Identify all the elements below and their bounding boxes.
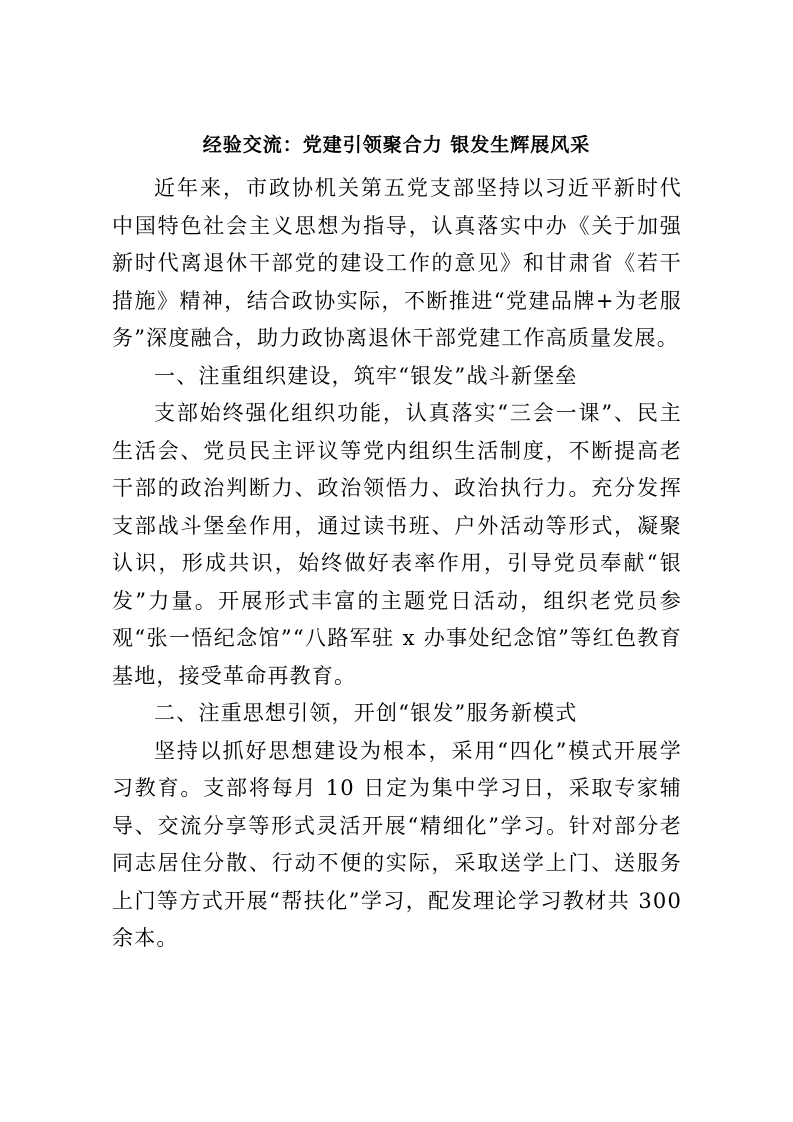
document-body	[112, 170, 682, 958]
section-1-paragraph: 支部始终强化组织功能，认真落实“三会一课”、民主生活会、党员民主评议等党内组织生活制度，不断提高老干部的政治判断力、政治领悟力、政治执行力。充分发挥支部战斗堡垒作用，通过读书班、户外活动等形式，凝聚认识，形成共识，始终做好表率作用，引导党员奉献“银发”力量。开展形式丰富的主题党日活动，组织老党员参观“张一悟纪念馆”“八路军驻 x 办事处纪念馆”等红色教育基地，接受革命再教育。	[112, 401, 682, 688]
document-title: 经验交流：党建引领聚合力 银发生辉展风采	[202, 134, 591, 156]
section-2-paragraph: 坚持以抓好思想建设为根本，采用“四化”模式开展学习教育。支部将每月 10 日定为集中学习日，采取专家辅导、交流分享等形式灵活开展“精细化”学习。针对部分老同志居住分散、行动不便的实际，采取送学上门、送服务上门等方式开展“帮扶化”学习，配发理论学习教材共 300 余本。	[112, 738, 682, 950]
section-heading-2: 二、注重思想引领，开创“银发”服务新模式	[154, 701, 578, 725]
intro-paragraph: 近年来，市政协机关第五党支部坚持以习近平新时代中国特色社会主义思想为指导，认真落实中办《关于加强新时代离退休干部党的建设工作的意见》和甘肃省《若干措施》精神，结合政协实际，不断推进“党建品牌+为老服务”深度融合，助力政协离退休干部党建工作高质量发展。	[112, 176, 682, 350]
section-heading-1: 一、注重组织建设，筑牢“银发”战斗新堡垒	[154, 363, 578, 388]
